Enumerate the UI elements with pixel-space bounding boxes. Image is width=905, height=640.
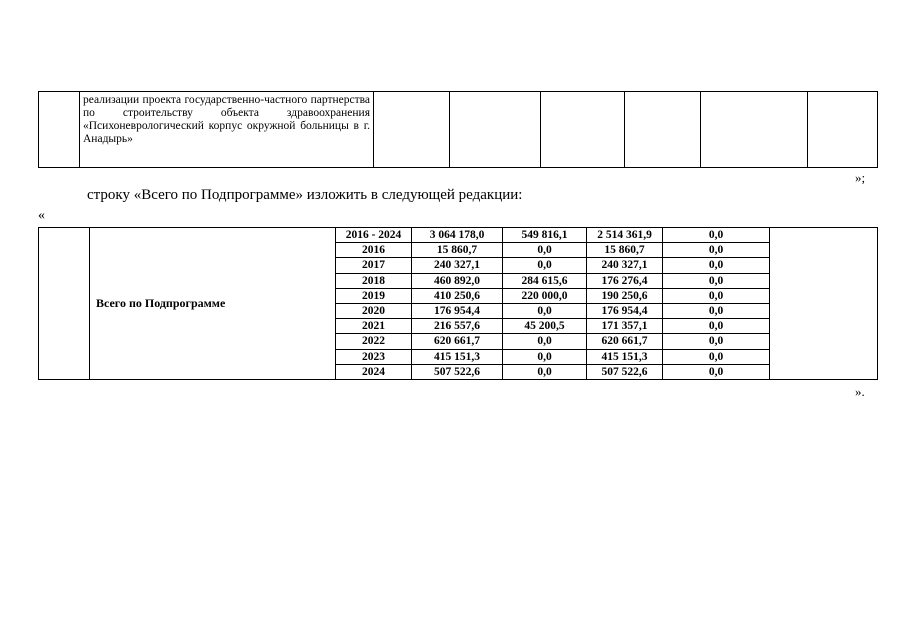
cell-reg: 15 860,7 xyxy=(587,243,663,258)
opening-quote: « xyxy=(38,208,45,223)
empty-cell xyxy=(701,92,808,168)
cell-fed: 284 615,6 xyxy=(503,273,587,288)
cell-total: 15 860,7 xyxy=(412,243,503,258)
cell-reg: 190 250,6 xyxy=(587,288,663,303)
cell-reg: 620 661,7 xyxy=(587,334,663,349)
cell-period: 2018 xyxy=(336,273,412,288)
cell-other: 0,0 xyxy=(663,288,770,303)
cell-total: 176 954,4 xyxy=(412,303,503,318)
empty-cell xyxy=(450,92,541,168)
cell-period: 2016 xyxy=(336,243,412,258)
cell-fed: 549 816,1 xyxy=(503,228,587,243)
cell-period: 2017 xyxy=(336,258,412,273)
empty-cell xyxy=(541,92,625,168)
cell-fed: 0,0 xyxy=(503,364,587,379)
cell-total: 620 661,7 xyxy=(412,334,503,349)
empty-cell xyxy=(625,92,701,168)
empty-cell xyxy=(770,228,878,380)
cell-total: 216 557,6 xyxy=(412,319,503,334)
cell-period: 2016 - 2024 xyxy=(336,228,412,243)
cell-reg: 240 327,1 xyxy=(587,258,663,273)
project-description: реализации проекта государственно-частного партнерства по строительству объекта здравоохранения «Психоневрологический корпус окружной больницы в г. Анадырь» xyxy=(83,94,370,145)
cell-total: 460 892,0 xyxy=(412,273,503,288)
empty-cell xyxy=(808,92,878,168)
table-row xyxy=(39,228,878,243)
cell-period: 2020 xyxy=(336,303,412,318)
cell-other: 0,0 xyxy=(663,273,770,288)
cell-fed: 45 200,5 xyxy=(503,319,587,334)
project-description-cell xyxy=(80,92,374,168)
project-table xyxy=(38,91,878,168)
cell-period: 2023 xyxy=(336,349,412,364)
cell-reg: 176 276,4 xyxy=(587,273,663,288)
cell-period: 2021 xyxy=(336,319,412,334)
project-row xyxy=(39,92,878,168)
cell-fed: 220 000,0 xyxy=(503,288,587,303)
cell-other: 0,0 xyxy=(663,319,770,334)
cell-total: 240 327,1 xyxy=(412,258,503,273)
cell-reg: 415 151,3 xyxy=(587,349,663,364)
cell-period: 2022 xyxy=(336,334,412,349)
closing-quote: »; xyxy=(855,170,866,185)
empty-cell xyxy=(39,228,90,380)
cell-period: 2024 xyxy=(336,364,412,379)
cell-fed: 0,0 xyxy=(503,303,587,318)
empty-cell xyxy=(374,92,450,168)
cell-reg: 2 514 361,9 xyxy=(587,228,663,243)
subprogram-total-table xyxy=(38,227,878,380)
subprogram-label: Всего по Подпрограмме xyxy=(90,228,336,380)
closing-quote-end: ». xyxy=(855,384,865,399)
cell-reg: 176 954,4 xyxy=(587,303,663,318)
cell-other: 0,0 xyxy=(663,243,770,258)
cell-total: 415 151,3 xyxy=(412,349,503,364)
cell-fed: 0,0 xyxy=(503,349,587,364)
cell-reg: 171 357,1 xyxy=(587,319,663,334)
instruction-text: строку «Всего по Подпрограмме» изложить в следующей редакции: xyxy=(87,187,523,203)
cell-other: 0,0 xyxy=(663,258,770,273)
empty-cell xyxy=(39,92,80,168)
cell-fed: 0,0 xyxy=(503,258,587,273)
cell-other: 0,0 xyxy=(663,349,770,364)
cell-fed: 0,0 xyxy=(503,334,587,349)
cell-fed: 0,0 xyxy=(503,243,587,258)
cell-period: 2019 xyxy=(336,288,412,303)
cell-total: 410 250,6 xyxy=(412,288,503,303)
cell-other: 0,0 xyxy=(663,334,770,349)
cell-other: 0,0 xyxy=(663,303,770,318)
cell-other: 0,0 xyxy=(663,228,770,243)
cell-other: 0,0 xyxy=(663,364,770,379)
cell-reg: 507 522,6 xyxy=(587,364,663,379)
cell-total: 3 064 178,0 xyxy=(412,228,503,243)
cell-total: 507 522,6 xyxy=(412,364,503,379)
